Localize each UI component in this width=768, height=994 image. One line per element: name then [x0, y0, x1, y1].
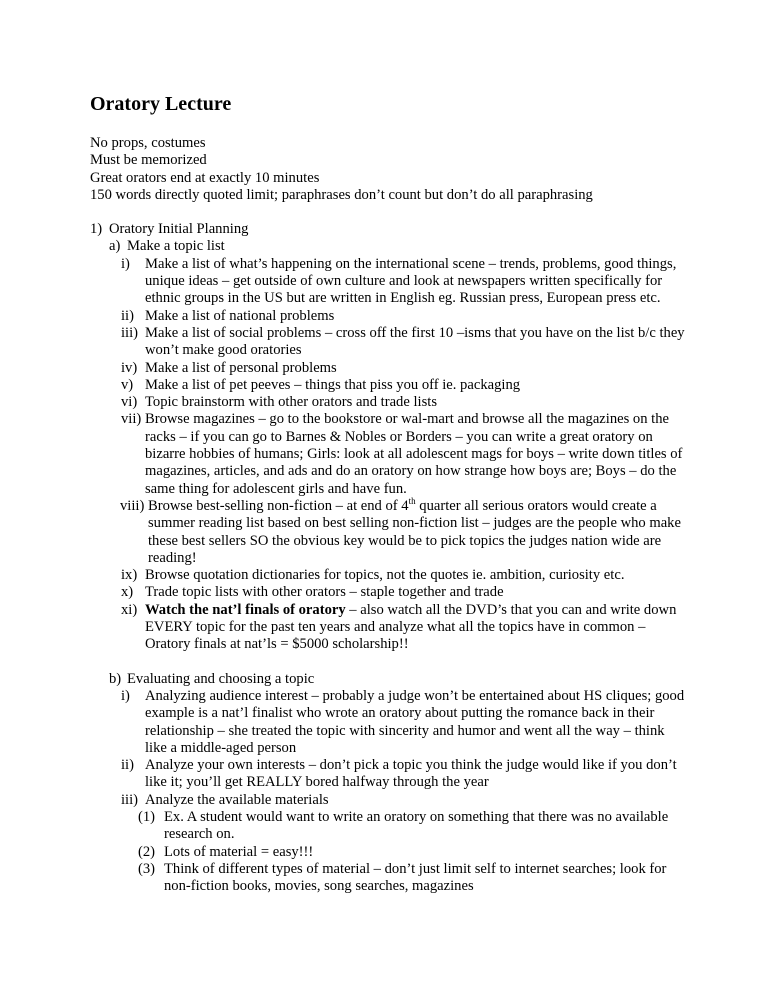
- list-item: [90, 584, 690, 601]
- list-item-text: Topic brainstorm with other orators and trade lists: [145, 394, 438, 411]
- list-marker: b): [109, 670, 122, 687]
- list-marker: ii): [121, 757, 134, 774]
- list-item: [90, 602, 690, 654]
- list-marker: 1): [90, 221, 103, 238]
- document-page: [90, 93, 690, 895]
- subsection-b-heading: [90, 671, 690, 688]
- intro-line: Great orators end at exactly 10 minutes: [90, 169, 320, 186]
- list-item-text: Make a list of social problems – cross off the first 10 –isms that you have on the list b/c they won’t make good oratories: [145, 324, 685, 359]
- list-item: [90, 411, 690, 497]
- list-marker: ii): [121, 307, 134, 324]
- list-subitem-text: Think of different types of material – don’t just limit self to internet searches; look for non-fiction books, movies, song searches, magazines: [164, 860, 667, 895]
- list-marker: (2): [138, 843, 156, 860]
- list-item-text: Make a list of national problems: [145, 307, 335, 324]
- list-marker: iii): [121, 791, 139, 808]
- list-item-text: Make a list of pet peeves – things that piss you off ie. packaging: [145, 376, 521, 393]
- list-subitem: [90, 809, 690, 844]
- list-item: [90, 792, 690, 809]
- list-marker: vi): [121, 394, 138, 411]
- subsection-a-heading: [90, 238, 690, 255]
- list-marker: x): [121, 584, 134, 601]
- list-item-text: Make a list of what’s happening on the international scene – trends, problems, good things, unique ideas – get outside of own culture and look at newspapers written specifically for ethnic groups in the US but are written in English eg. Russian press, European press etc.: [145, 255, 677, 307]
- list-marker: xi): [121, 601, 138, 618]
- list-item: [90, 688, 690, 757]
- list-item-text: Analyzing audience interest – probably a judge won’t be entertained about HS cliques; good example is a nat’l finalist who wrote an oratory about putting the romance back in their relationship – she treated the topic with sincerity and humor and went all the way – think like a middle-aged person: [145, 687, 685, 756]
- list-item-text: Browse best-selling non-fiction – at end of 4th quarter all serious orators would create a summer reading list based on best selling non-fiction list – judges are the people who make these best sellers SO the obvious key would be to pick topics the judges nation wide are reading!: [148, 495, 681, 566]
- list-item: [90, 308, 690, 325]
- intro-line: Must be memorized: [90, 152, 207, 169]
- list-marker: (3): [138, 860, 156, 877]
- list-subitem: [90, 861, 690, 896]
- subsection-label: Make a topic list: [127, 238, 225, 255]
- subsection-label: Evaluating and choosing a topic: [127, 670, 315, 687]
- list-subitem-text: Lots of material = easy!!!: [164, 843, 314, 860]
- section-label: Oratory Initial Planning: [109, 221, 249, 238]
- list-marker: i): [121, 687, 130, 704]
- list-subitem-text: Ex. A student would want to write an oratory on something that there was no available research on.: [164, 808, 669, 843]
- list-item: [90, 360, 690, 377]
- intro-line: 150 words directly quoted limit; paraphrases don’t count but don’t do all paraphrasing: [90, 186, 593, 203]
- list-marker: iii): [121, 324, 139, 341]
- list-marker: vii): [121, 411, 142, 428]
- list-item: [90, 394, 690, 411]
- list-item-text: Browse magazines – go to the bookstore or wal-mart and browse all the magazines on the racks – if you can go to Barnes & Nobles or Borders – you can write a great oratory on bizarre hobbies of humans; Girls: look at all adolescent mags for boys – write down titles of magazines, articles, and ads and do an oratory on how strange how boys are; Boys – do the same thing for adolescent girls and have fun.: [145, 411, 683, 497]
- list-marker: i): [121, 255, 130, 272]
- list-item: [90, 377, 690, 394]
- section-1-heading: [90, 221, 690, 238]
- list-item-text: Browse quotation dictionaries for topics, not the quotes ie. ambition, curiosity etc.: [145, 567, 625, 584]
- list-item-text: Trade topic lists with other orators – staple together and trade: [145, 584, 504, 601]
- list-marker: a): [109, 238, 121, 255]
- list-marker: (1): [138, 808, 156, 825]
- list-item-text: Analyze the available materials: [145, 791, 329, 808]
- list-marker: viii): [120, 497, 145, 514]
- intro-line: No props, costumes: [90, 135, 206, 151]
- list-marker: ix): [121, 567, 138, 584]
- list-item-text: Analyze your own interests – don’t pick a topic you think the judge would like if you don’t like it; you’ll get REALLY bored halfway through the year: [145, 757, 677, 791]
- page-title: Oratory Lecture: [90, 93, 232, 115]
- list-item: [90, 757, 690, 792]
- list-subitem: [90, 844, 690, 861]
- list-item: [90, 325, 690, 360]
- intro-rules: [90, 135, 690, 204]
- list-item-text: Make a list of personal problems: [145, 359, 337, 376]
- list-item: [90, 567, 690, 584]
- list-item-text: Watch the nat’l finals of oratory – also watch all the DVD’s that you can and write down EVERY topic for the past ten years and analyze what all the topics have in common – Oratory finals at nat’ls = $5000 scholarship!!: [145, 601, 677, 653]
- list-item: [90, 495, 690, 567]
- list-item: [90, 256, 690, 308]
- list-marker: v): [121, 376, 134, 393]
- list-marker: iv): [121, 359, 138, 376]
